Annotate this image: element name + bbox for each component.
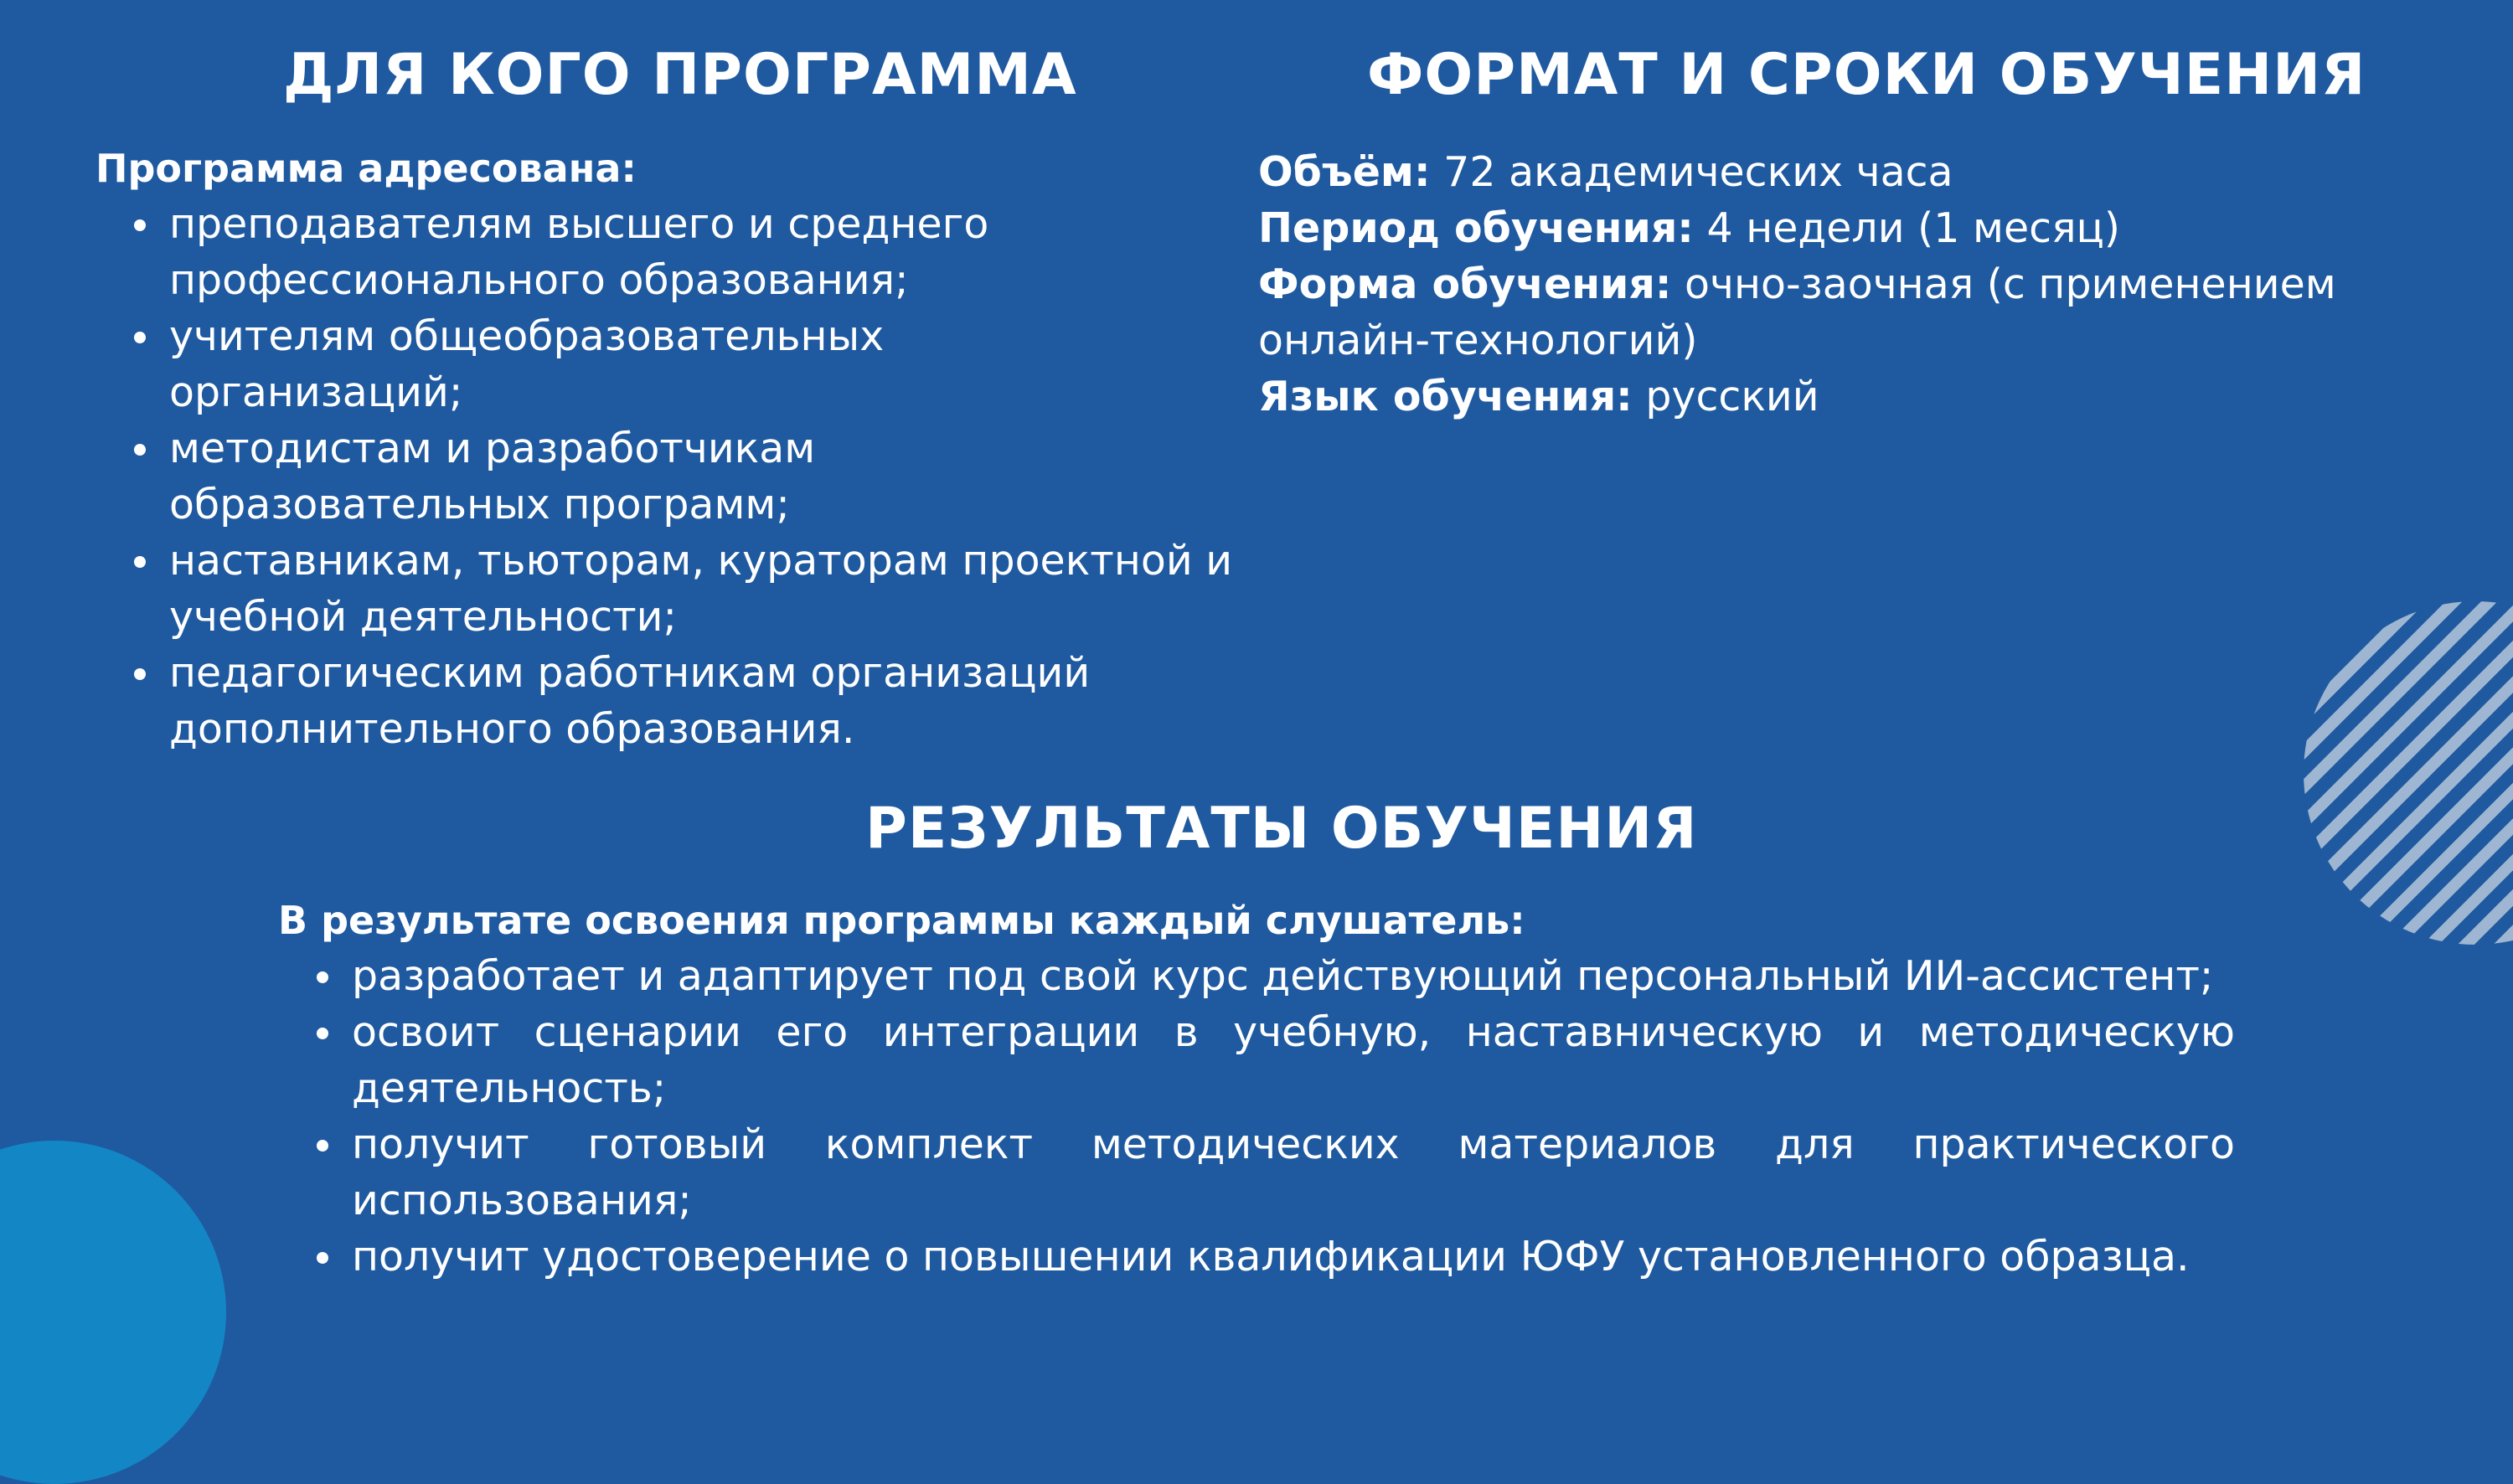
list-item: получит удостоверение о повышении квалификации ЮФУ установленного образца. xyxy=(310,1229,2235,1285)
audience-lead: Программа адресована: xyxy=(95,146,637,191)
results-title: РЕЗУЛЬТАТЫ ОБУЧЕНИЯ xyxy=(865,796,1698,862)
audience-list xyxy=(127,196,1283,757)
list-item: преподавателям высшего и среднего профессионального образования; xyxy=(127,196,1283,308)
format-info xyxy=(1258,144,2336,425)
period-value: 4 недели (1 месяц) xyxy=(1693,204,2121,252)
decorative-striped-circle xyxy=(2304,601,2513,945)
form-value: очно-заочная (с применением xyxy=(1671,260,2336,308)
volume-value: 72 академических часа xyxy=(1430,148,1953,196)
list-item: разработает и адаптирует под свой курс действующий персональный ИИ-ассистент; xyxy=(310,948,2235,1004)
form-value-continued: онлайн-технологий) xyxy=(1258,317,1698,364)
list-item: получит готовый комплект методических материалов для практического использования; xyxy=(310,1116,2235,1229)
list-item: педагогическим работникам организаций дополнительного образования. xyxy=(127,645,1283,757)
list-item: наставникам, тьюторам, кураторам проектной и учебной деятельности; xyxy=(127,533,1283,645)
volume-row xyxy=(1258,144,2336,200)
form-label: Форма обучения: xyxy=(1258,260,1672,308)
audience-title: ДЛЯ КОГО ПРОГРАММА xyxy=(283,42,1077,108)
decorative-circle xyxy=(0,1141,226,1484)
form-row-continued xyxy=(1258,312,2336,368)
list-item: методистам и разработчикам образовательных программ; xyxy=(127,420,1283,533)
period-row xyxy=(1258,200,2336,256)
language-label: Язык обучения: xyxy=(1258,373,1633,420)
volume-label: Объём: xyxy=(1258,148,1431,196)
period-label: Период обучения: xyxy=(1258,204,1694,252)
list-item: освоит сценарии его интеграции в учебную, наставническую и методическую деятельность; xyxy=(310,1004,2235,1116)
format-title: ФОРМАТ И СРОКИ ОБУЧЕНИЯ xyxy=(1367,42,2366,108)
language-value: русский xyxy=(1632,373,1819,420)
results-lead: В результате освоения программы каждый слушатель: xyxy=(278,898,1525,943)
language-row xyxy=(1258,368,2336,425)
results-list xyxy=(310,948,2235,1285)
list-item: учителям общеобразовательных организаций; xyxy=(127,308,1283,420)
form-row xyxy=(1258,256,2336,312)
